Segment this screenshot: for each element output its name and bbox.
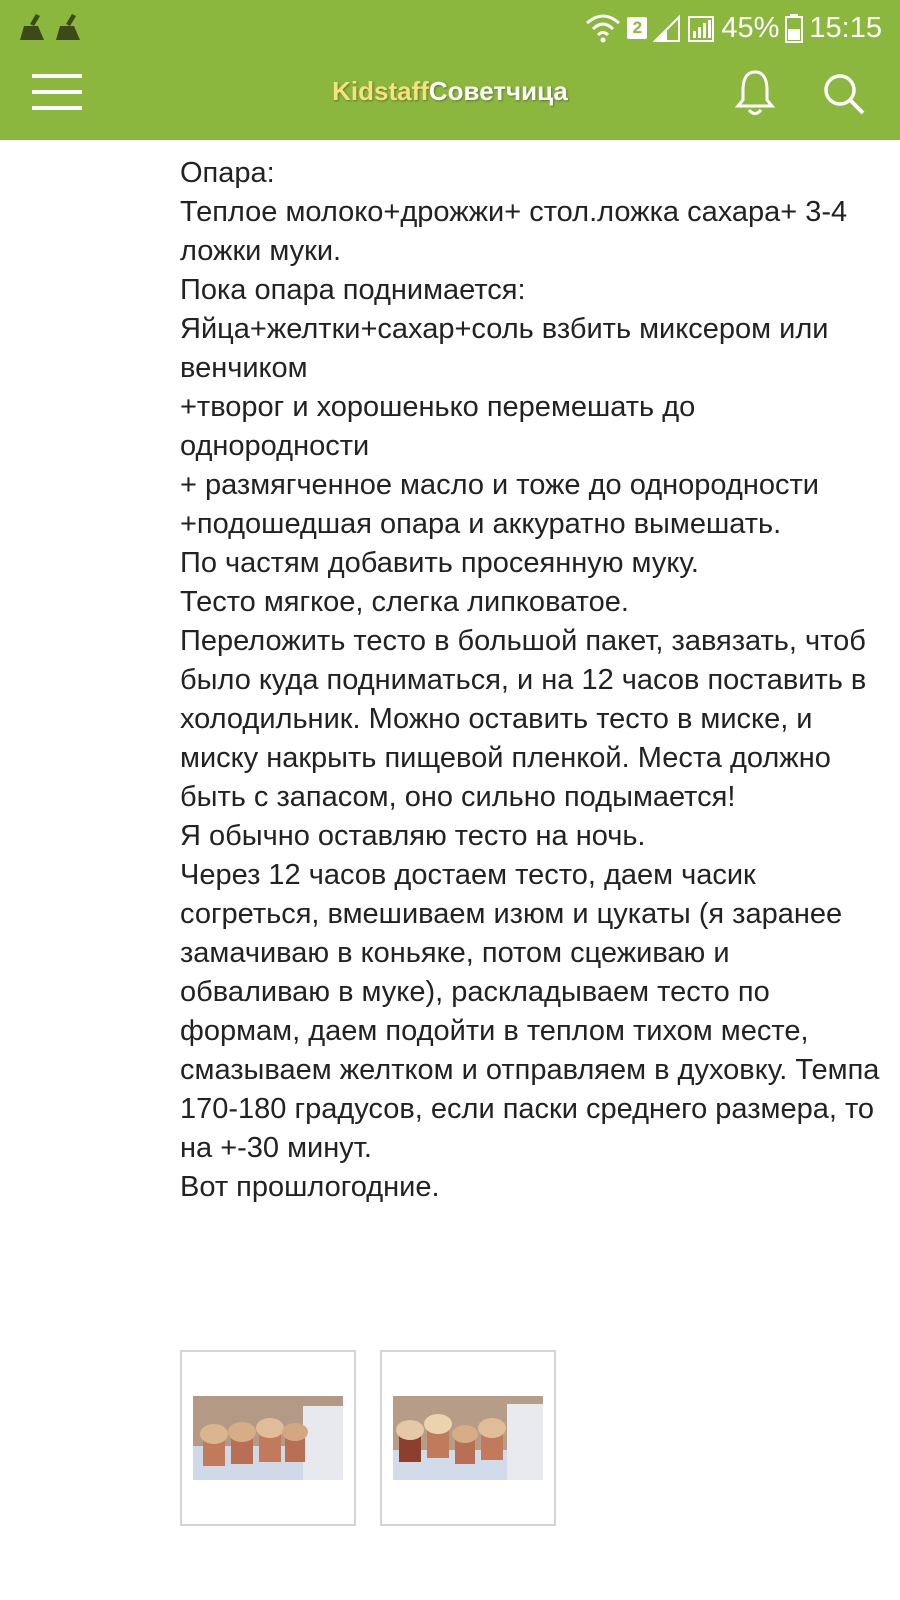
post-line: Вот прошлогодние. [180,1171,440,1203]
post-line: Я обычно оставляю тесто на ночь. [180,820,646,852]
clock: 15:15 [809,11,882,44]
sim-badge: 2 [627,17,647,39]
post-line: Тесто мягкое, слегка липковатое. [180,586,629,618]
brand-kidstaff: Kidstaff [332,76,429,106]
photo-thumbnail-2[interactable] [380,1350,556,1526]
brand-sovetchitsa: Советчица [428,76,568,106]
post-line: Через 12 часов достаем тесто, даем часик согреться, вмешиваем изюм и цукаты (я заранее замачиваю в коньяке, потом сцеживаю и обваливаю в муке), раскладываем тесто по формам, даем подойти в теплом тихом месте, смазываем желтком и отправляем в духовку. Темпа 170-180 градусов, если паски среднего размера, то на +-30 минут. [180,859,880,1164]
paska-photo-icon [393,1396,543,1480]
status-indicators [585,8,882,48]
post-line: + размягченное масло и тоже до однородности [180,469,819,501]
app-bar [0,54,900,140]
post-line: Яйца+желтки+сахар+соль взбить миксером или венчиком [180,313,829,384]
paska-photo-icon [193,1396,343,1480]
post-line: По частям добавить просеянную муку. [180,547,699,579]
post-line: Опара: [180,157,275,189]
status-bar [0,0,900,54]
post-line: Пока опара поднимается: [180,274,526,306]
bell-icon[interactable] [735,68,775,118]
battery-icon [785,13,803,43]
broom-icon [54,12,84,42]
broom-icon [18,12,48,42]
post-line: +творог и хорошенько перемешать до однородности [180,391,696,462]
post-line: Переложить тесто в большой пакет, завязать, чтоб было куда подниматься, и на 12 часов поставить в холодильник. Можно оставить тесто в миске, и миску накрыть пищевой пленкой. Места должно быть с запасом, оно сильно подымается! [180,625,867,813]
search-icon[interactable] [822,72,866,116]
signal-icon [653,13,681,43]
post-line: Теплое молоко+дрожжи+ стол.ложка сахара+ 3-4 ложки муки. [180,196,848,267]
wifi-icon [585,13,621,43]
photo-attachments [180,1350,556,1526]
post-line: +подошедшая опара и аккуратно вымешать. [180,508,782,540]
post-body [180,154,880,1207]
signal-icon [687,13,715,43]
top-bar [0,0,900,140]
notification-icons [18,12,84,42]
photo-thumbnail-1[interactable] [180,1350,356,1526]
battery-percent: 45% [721,11,780,44]
